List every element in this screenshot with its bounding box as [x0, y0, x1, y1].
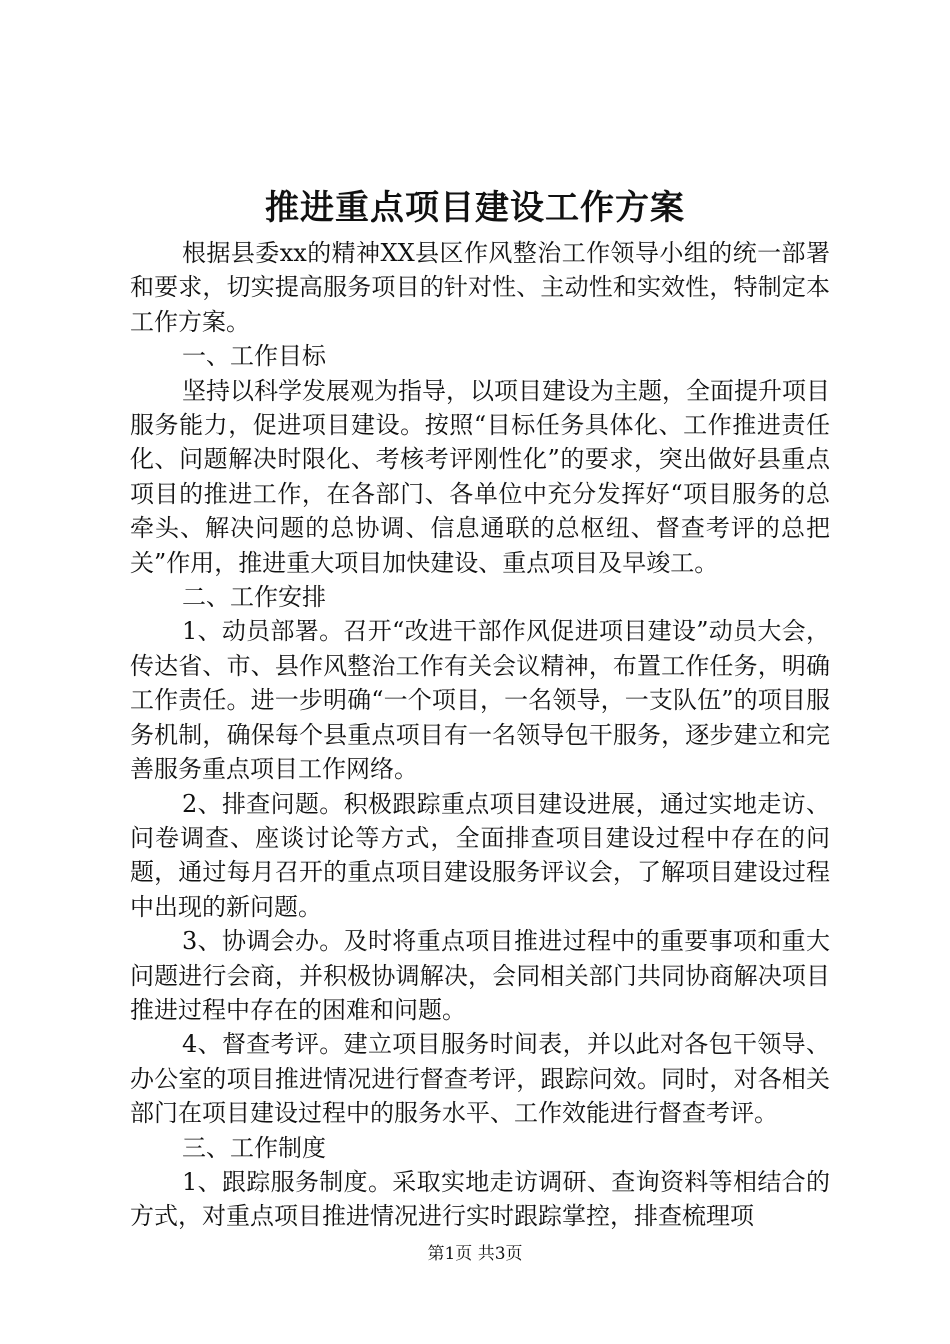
page-total: 共3页	[477, 1244, 523, 1264]
paragraph-intro: 根据县委xx的精神XX县区作风整治工作领导小组的统一部署和要求，切实提高服务项目的针对性、主动性和实效性，特制定本工作方案。	[130, 239, 830, 336]
section-heading-systems: 三、工作制度	[182, 1133, 326, 1162]
document-body	[130, 236, 830, 1234]
document-title: 推进重点项目建设工作方案	[265, 188, 685, 228]
paragraph-supervision: 4、督查考评。建立项目服务时间表，并以此对各包干领导、办公室的项目推进情况进行督查考评，跟踪问效。同时，对各相关部门在项目建设过程中的服务水平、工作效能进行督查考评。	[130, 1030, 830, 1128]
paragraph-mobilization: 1、动员部署。召开“改进干部作风促进项目建设”动员大会，传达省、市、县作风整治工作有关会议精神，布置工作任务，明确工作责任。进一步明确“一个项目，一名领导，一支队伍”的项目服务机制，确保每个县重点项目有一名领导包干服务，逐步建立和完善服务重点项目工作网络。	[130, 617, 830, 784]
section-heading-arrangements: 二、工作安排	[182, 583, 326, 612]
section-heading-goals: 一、工作目标	[182, 342, 326, 371]
paragraph-investigation: 2、排查问题。积极跟踪重点项目建设进展，通过实地走访、问卷调查、座谈讨论等方式，全面排查项目建设过程中存在的问题，通过每月召开的重点项目建设服务评议会，了解项目建设过程中出现的新问题。	[130, 789, 830, 921]
page-footer	[0, 1242, 950, 1266]
paragraph-coordination: 3、协调会办。及时将重点项目推进过程中的重要事项和重大问题进行会商，并积极协调解决，会同相关部门共同协商解决项目推进过程中存在的困难和问题。	[130, 927, 830, 1024]
page-number: 第1页	[427, 1244, 473, 1264]
paragraph-goals: 坚持以科学发展观为指导，以项目建设为主题，全面提升项目服务能力，促进项目建设。按照“目标任务具体化、工作推进责任化、问题解决时限化、考核考评刚性化”的要求，突出做好县重点项目的推进工作，在各部门、各单位中充分发挥好“项目服务的总牵头、解决问题的总协调、信息通联的总枢纽、督查考评的总把关”作用，推进重大项目加快建设、重点项目及早竣工。	[130, 376, 830, 577]
paragraph-tracking-service: 1、跟踪服务制度。采取实地走访调研、查询资料等相结合的方式，对重点项目推进情况进行实时跟踪掌控，排查梳理项	[130, 1167, 830, 1231]
